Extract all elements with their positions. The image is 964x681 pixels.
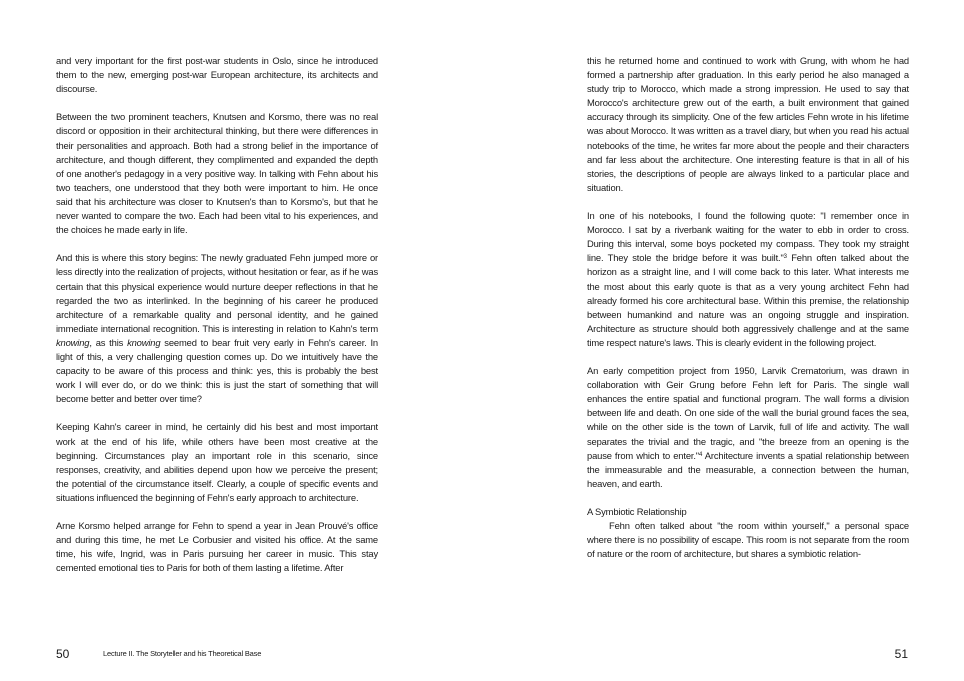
paragraph: Between the two prominent teachers, Knutsen and Korsmo, there was no real discord or opposition in their architectural thinking, but there were differences in their personalities and approach. Both had a strong belief in the importance of architecture, and though different, they complimented and expanded the depth of one another's pedagogy in a very positive way. In talking with Fehn about his two teachers, one understood that they both were important to him. He once said that his architecture was closer to Knutsen's than to Korsmo's, but that he never wanted to compare the two. Each had been vital to his experiences, and the choices he made early in life. <box>56 111 378 236</box>
text-run: Architecture invents a spatial relationship between the immeasurable and the measurable, a connection between the human, heaven, and earth. <box>587 449 909 489</box>
left-text-column <box>56 54 378 590</box>
paragraph: Arne Korsmo helped arrange for Fehn to spend a year in Jean Prouvé's office and during this time, he met Le Corbusier and visited his office. At the same time, his wife, Ingrid, was in Paris pursuing her career in music. This stay cemented emotional ties to Paris for both of them lasting a lifetime. After <box>56 520 378 574</box>
text-run: Fehn often talked about the horizon as a straight line, and I will come back to this later. What interests me the most about this early quote is that as a very young architect Fehn had already formed his core architectural base. Within this premise, the relationship between humankind and nature was an ongoing struggle and inspiration. Architecture as structure should both aggressively challenge and at the same time respect nature's laws. This is clearly evident in the following project. <box>587 252 909 348</box>
emphasis: knowing <box>56 336 90 348</box>
text-run: , as this <box>89 336 128 348</box>
paragraph: Fehn often talked about "the room within yourself," a personal space where there is no possibility of escape. This room is not separate from the room of nature or the room of architecture, but shares a symbiotic relation- <box>587 520 909 560</box>
footnote-marker[interactable]: 3 <box>783 254 787 261</box>
page-number: 51 <box>894 647 908 661</box>
paragraph <box>587 364 909 491</box>
right-page <box>482 0 964 681</box>
paragraph <box>56 251 378 406</box>
paragraph <box>587 209 909 350</box>
paragraph: this he returned home and continued to work with Grung, with whom he had formed a partnership after graduation. In this early period he also managed a study trip to Morocco, which made a strong impression. He used to say that Morocco's architecture grew out of the earth, a built environment that gained accuracy through its simplicity. One of the few articles Fehn wrote in his lifetime was about Morocco. It was written as a travel diary, but when you read his actual notebooks of the time, he writes far more about the people and their characters and far less about the architecture. One interesting feature is that in all of his stories, the descriptions of people are always linked to a particular place and situation. <box>587 55 909 193</box>
running-head: Lecture II. The Storyteller and his Theoretical Base <box>103 649 262 658</box>
section-heading: A Symbiotic Relationship <box>587 506 687 517</box>
text-run: In one of his notebooks, I found the following quote: "I remember once in Morocco. I sat by a riverbank waiting for the water to ebb in order to cross. During this interval, some boys pocketed my compass. They took my straight line. They stole the bridge before it was built." <box>587 210 909 264</box>
text-run: And this is where this story begins: The newly graduated Fehn jumped more or less directly into the realization of projects, without hesitation or fear, as if he was certain that this physical experience would nurture deeper reflections in that he regarded the two as interlinked. In the beginning of his career he produced architecture of a remarkable quality and personal identity, and he gained immediate international recognition. This is interesting in relation to Kahn's term <box>56 252 378 334</box>
text-run: seemed to bear fruit very early in Fehn's career. In light of this, a very challenging question comes up. Do we intuitively have the capacity to be aware of this process and think: yes, this is probably the best work I will ever do, or do we think: this is just the start of something that will become better and better over time? <box>56 336 379 405</box>
emphasis: knowing <box>127 336 161 348</box>
page-number: 50 <box>56 647 70 661</box>
paragraph: and very important for the first post-war students in Oslo, since he introduced them to the new, emerging post-war European architecture, its architects and discourse. <box>56 55 378 95</box>
footnote-marker[interactable]: 4 <box>698 451 703 458</box>
text-run: An early competition project from 1950, Larvik Crematorium, was drawn in collaboration with Geir Grung before Fehn left for Paris. The single wall enhances the entire spatial and functional program. The wall forms a division between life and death. On one side of the wall the burial ground faces the sea, while on the other side is the town of Larvik, full of life and activity. The wall separates the trivial and the tragic, and "the breeze from an opening is the pause from which to enter." <box>587 365 909 461</box>
right-text-column <box>587 54 909 561</box>
paragraph: Keeping Kahn's career in mind, he certainly did his best and most important work at the end of his life, while others have been most creative at the beginning. Circumstances play an important role in this scenario, since responses, creativity, and abilities depend upon how we perceive the present; the potential of the circumstance itself. Clearly, a couple of specific events and situations influenced the beginning of Fehn's early approach to architecture. <box>56 421 378 503</box>
